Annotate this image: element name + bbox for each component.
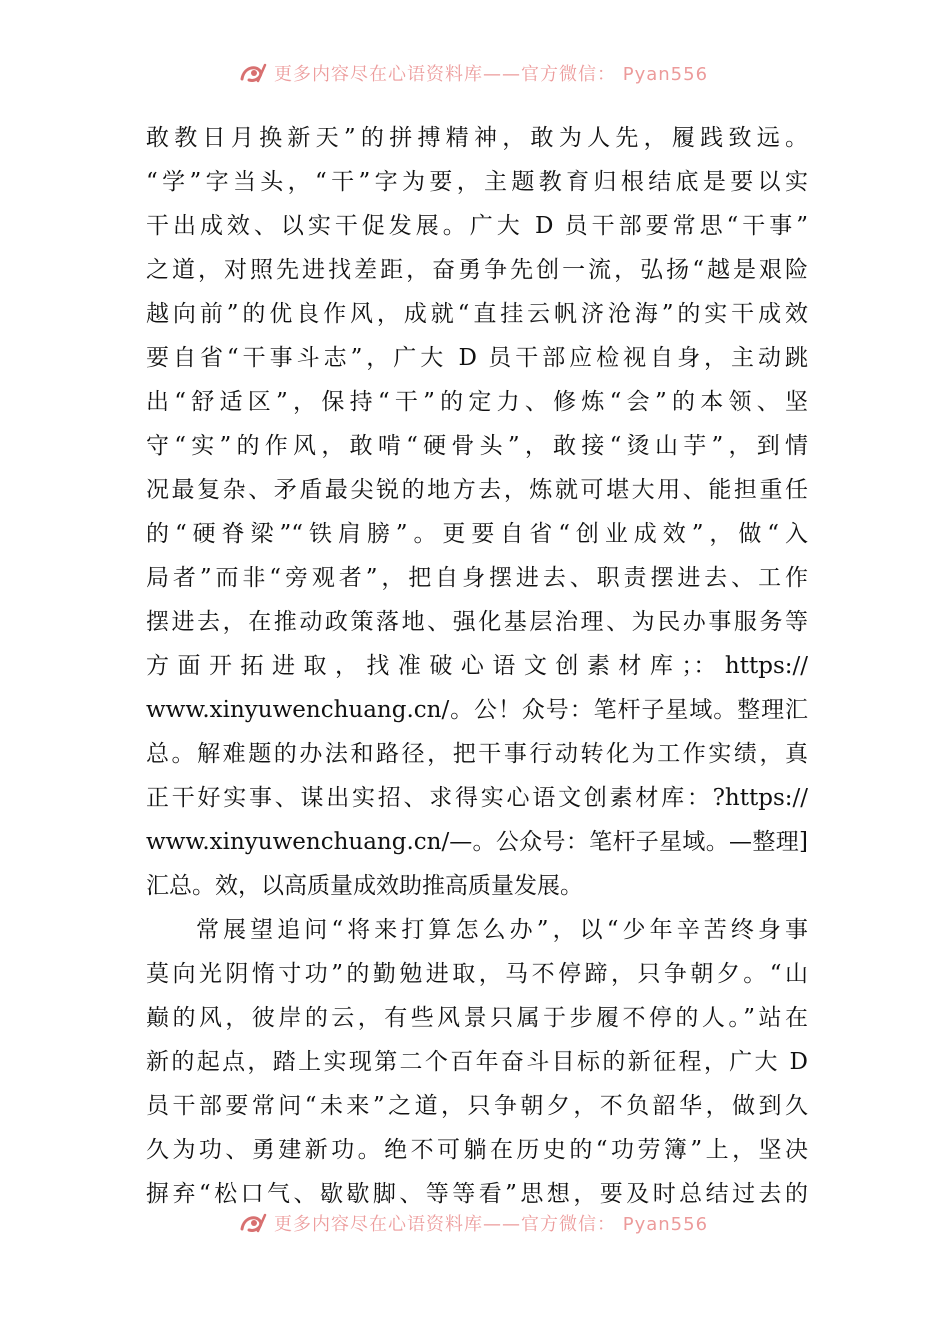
text-line: 方 面 开 拓 进 取 ， 找 准 破 心 语 文 创 素 材 库 ；： https:// xyxy=(146,653,808,679)
brand-logo-icon xyxy=(238,1211,268,1235)
text-line: 越向前”的优良作风，成就“直挂云帆济沧海”的实干成效 xyxy=(146,301,808,327)
text-line: 汇总。效，以高质量成效助推高质量发展。 xyxy=(146,873,583,899)
text-line: 守“实”的作风，敢啃“硬骨头”，敢接“烫山芋”，到情 xyxy=(146,433,808,459)
text-line: 局者”而非“旁观者”，把自身摆进去、职责摆进去、工作 xyxy=(146,565,808,591)
footer-watermark xyxy=(238,1210,758,1236)
text-line: 员干部要常问“未来”之道，只争朝夕，不负韶华，做到久 xyxy=(146,1093,808,1119)
text-line: 要自省“干事斗志”，广大 D 员干部应检视自身，主动跳 xyxy=(146,345,808,371)
text-line: 总。解难题的办法和路径，把干事行动转化为工作实绩，真 xyxy=(146,741,808,767)
text-line: 久为功、勇建新功。绝不可躺在历史的“功劳簿”上，坚决 xyxy=(146,1137,808,1163)
watermark-text: 更多内容尽在心语资料库——官方微信： Pyan556 xyxy=(274,64,709,85)
text-line: www.xinyuwenchuang.cn/—。公众号：笔杆子星域。—整理] xyxy=(146,829,808,855)
watermark-text: 更多内容尽在心语资料库——官方微信： Pyan556 xyxy=(274,1214,709,1235)
text-line: 摒弃“松口气、歇歇脚、等等看”思想，要及时总结过去的 xyxy=(146,1181,808,1207)
text-line: 摆进去，在推动政策落地、强化基层治理、为民办事服务等 xyxy=(146,609,808,635)
text-line: 莫向光阴惰寸功”的勤勉进取，马不停蹄，只争朝夕。“山 xyxy=(146,961,808,987)
text-line: 出“舒适区”，保持“干”的定力、修炼“会”的本领、坚 xyxy=(146,389,808,415)
header-watermark xyxy=(238,60,758,86)
text-line: “学”字当头，“干”字为要，主题教育归根结底是要以实 xyxy=(146,169,808,195)
text-line: 况最复杂、矛盾最尖锐的地方去，炼就可堪大用、能担重任 xyxy=(146,477,808,503)
brand-logo-icon xyxy=(238,61,268,85)
text-line: 之道，对照先进找差距，奋勇争先创一流，弘扬“越是艰险 xyxy=(146,257,808,283)
text-line: www.xinyuwenchuang.cn/。公！众号：笔杆子星域。整理汇 xyxy=(146,697,808,723)
paragraph-first-line: 常展望追问“将来打算怎么办”，以“少年辛苦终身事 xyxy=(196,917,808,943)
text-line: 敢教日月换新天”的拼搏精神，敢为人先，履践致远。 xyxy=(146,125,808,151)
text-line: 巅的风，彼岸的云，有些风景只属于步履不停的人。”站在 xyxy=(146,1005,808,1031)
text-line: 新的起点，踏上实现第二个百年奋斗目标的新征程，广大 D xyxy=(146,1049,808,1075)
text-line: 的“硬脊梁”“铁肩膀”。更要自省“创业成效”，做“入 xyxy=(146,521,808,547)
body-text xyxy=(146,116,808,1216)
text-line: 正干好实事、谋出实招、求得实心语文创素材库：?https:// xyxy=(146,785,808,811)
text-line: 干出成效、以实干促发展。广大 D 员干部要常思“干事” xyxy=(146,213,808,239)
